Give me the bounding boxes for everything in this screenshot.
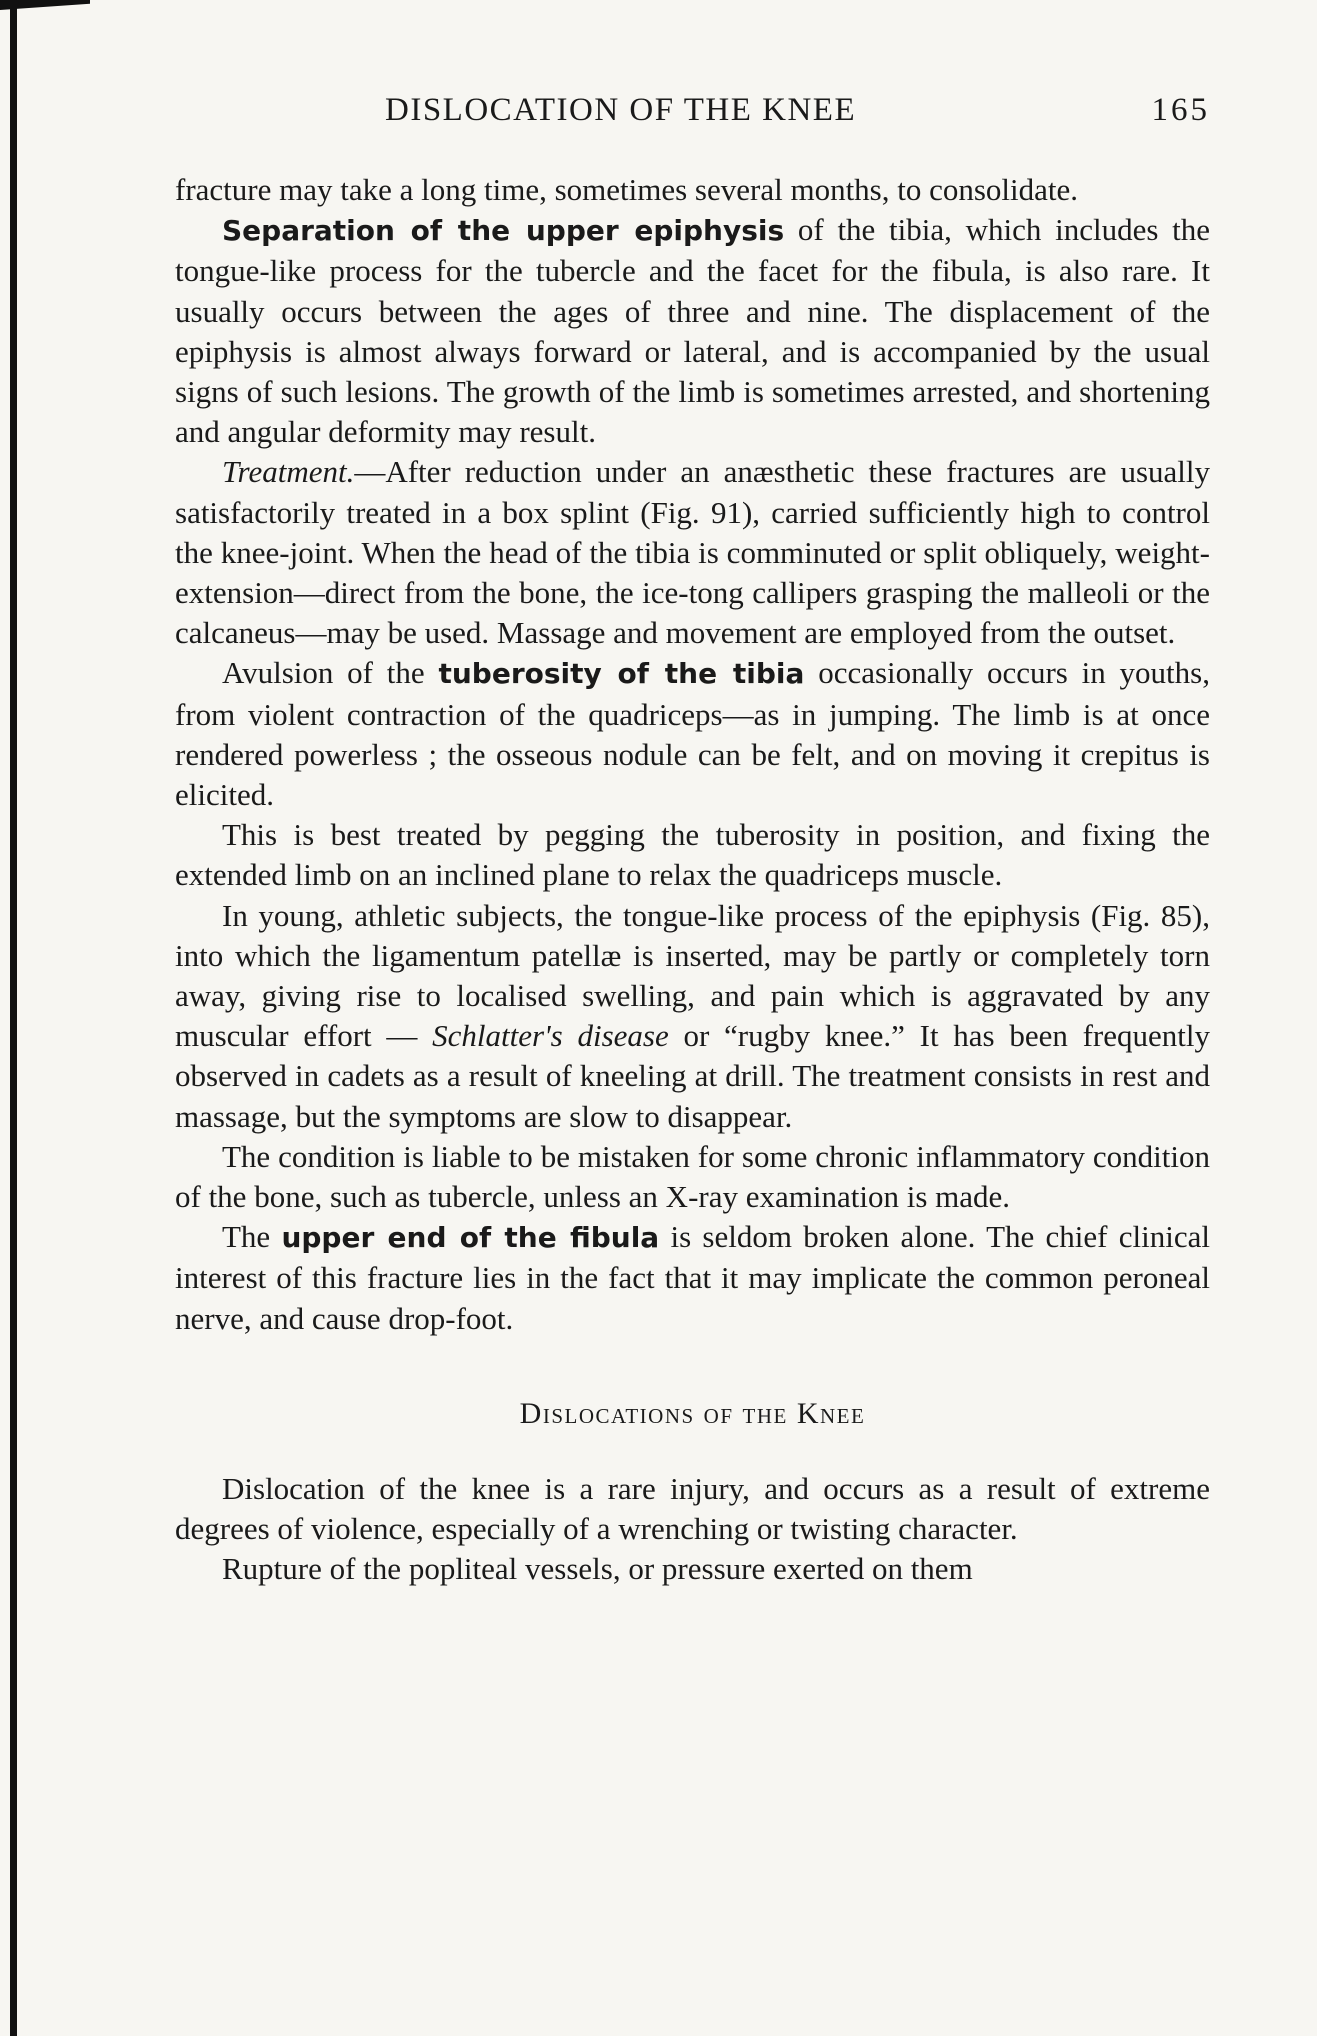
paragraph-8: The upper end of the fibula is seldom broken alone. The chief clinical interest of this fracture lies in the fact that it may implicate the common peroneal nerve, and cause drop-foot. (175, 1219, 1210, 1336)
paragraph-1: fracture may take a long time, sometimes several months, to consolidate. (175, 172, 1079, 207)
paragraph-3: Treatment.—After reduction under an anæsthetic these fractures are usually satisfactorily treated in a box splint (Fig. 91), carried sufficiently high to control the knee-joint. When the head of the tibia is comminuted or split obliquely, weight-extension—direct from the bone, the ice-tong callipers grasping the malleoli or the calcaneus—may be used. Massage and movement are employed from the outset. (175, 454, 1210, 651)
paragraph-7: The condition is liable to be mistaken for some chronic inflammatory condition of the bone, such as tubercle, unless an X-ray examination is made. (175, 1138, 1210, 1215)
paragraph-4: Avulsion of the tuberosity of the tibia occasionally occurs in youths, from violent contraction of the quadriceps—as in jumping. The limb is at once rendered powerless ; the osseous nodule can be felt, and on moving it crepitus is elicited. (175, 655, 1210, 813)
book-corner-mark (0, 0, 90, 10)
paragraph-6: In young, athletic subjects, the tongue-like process of the epiphysis (Fig. 85), into which the ligamentum patellæ is inserted, may be partly or completely torn away, giving rise to localised swelling, and pain which is aggravated by any muscular effort — Schlatter's disease or “rugby knee.” It has been frequently observed in cadets as a result of kneeling at drill. The treatment consists in rest and massage, but the symptoms are slow to disappear. (175, 897, 1211, 1134)
paragraph-10: Rupture of the popliteal vessels, or pressure exerted on them (222, 1551, 973, 1587)
italic-term: Treatment. (222, 454, 355, 490)
page-header (175, 92, 1210, 140)
running-title: DISLOCATION OF THE KNEE (385, 92, 857, 128)
section-heading: Dislocations of the Knee (519, 1396, 866, 1430)
page-number: 165 (1151, 92, 1210, 128)
page (175, 92, 1210, 1590)
bold-term: upper end of the fibula (281, 1221, 660, 1255)
paragraph-2: Separation of the upper epiphysis of the tibia, which includes the tongue-like process for the tubercle and the facet for the fibula, is also rare. It usually occurs between the ages of three and nine. The displacement of the epiphysis is almost always forward or lateral, and is accompanied by the usual signs of such lesions. The growth of the limb is sometimes arrested, and shortening and angular deformity may result. (175, 212, 1210, 450)
italic-term: Schlatter's disease (432, 1018, 669, 1054)
page-body (175, 170, 1210, 1590)
bold-term: tuberosity of the tibia (438, 657, 805, 691)
book-spine-edge (10, 0, 17, 2036)
paragraph-9: Dislocation of the knee is a rare injury, and occurs as a result of extreme degrees of violence, especially of a wrenching or twisting character. (175, 1470, 1210, 1547)
paragraph-5: This is best treated by pegging the tuberosity in position, and fixing the extended limb on an inclined plane to relax the quadriceps muscle. (175, 817, 1210, 893)
bold-term: Separation of the upper epiphysis (222, 214, 785, 248)
